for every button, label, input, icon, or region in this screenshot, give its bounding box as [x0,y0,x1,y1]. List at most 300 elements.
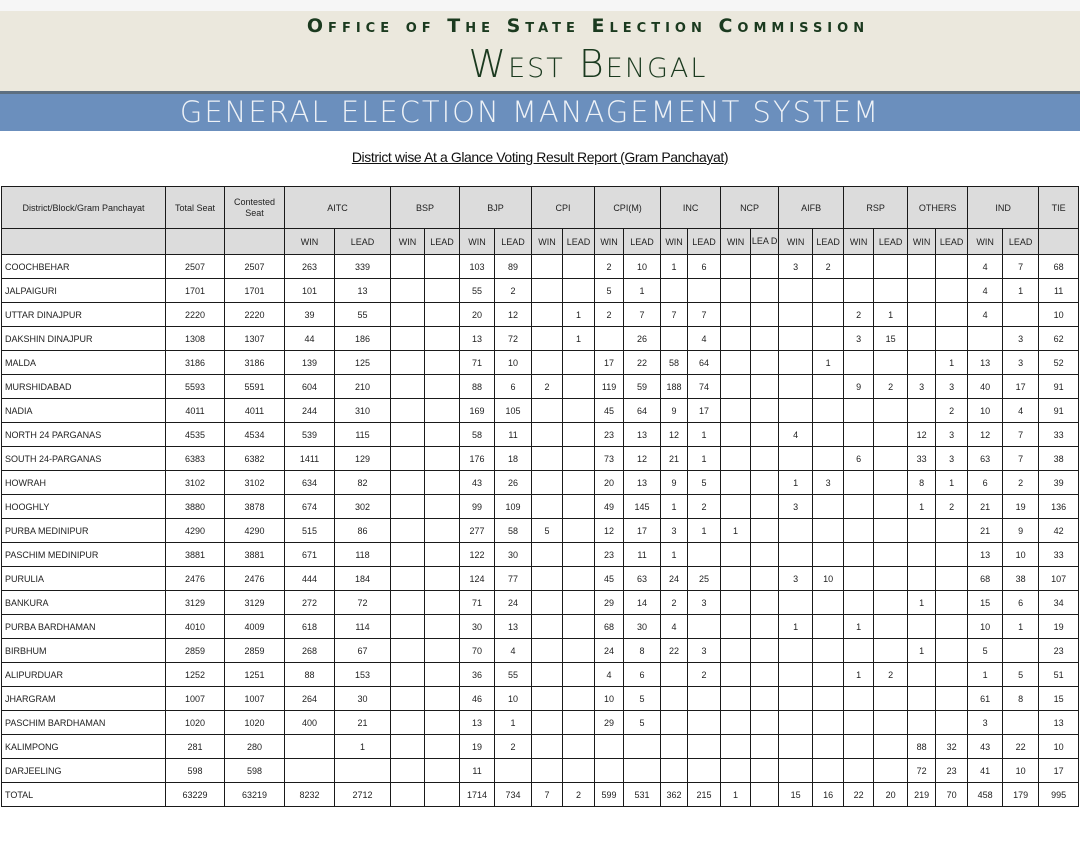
table-cell: 5 [968,639,1003,663]
table-cell: 3129 [166,591,225,615]
table-cell: 19 [460,735,495,759]
table-cell: 55 [460,279,495,303]
table-cell [874,711,908,735]
table-cell [563,423,595,447]
table-cell [425,591,460,615]
table-cell: 9 [844,375,874,399]
table-cell: 115 [335,423,391,447]
table-cell: 1 [874,303,908,327]
table-cell [908,255,936,279]
table-cell: 4 [779,423,813,447]
col-lead: LEAD [1003,229,1039,255]
table-cell: 72 [335,591,391,615]
table-cell: 169 [460,399,495,423]
table-cell [751,663,779,687]
table-cell: 21 [661,447,688,471]
table-cell [721,711,751,735]
table-cell [751,495,779,519]
table-cell: 339 [335,255,391,279]
table-cell [779,543,813,567]
table-cell: 2 [813,255,844,279]
table-cell [391,783,425,807]
table-cell: 6 [968,471,1003,495]
col-party-aifb: AIFB [779,187,844,229]
table-row [2,567,1079,591]
table-cell: 45 [595,567,624,591]
table-cell: 13 [1039,711,1079,735]
table-cell [721,735,751,759]
table-cell: 1 [936,351,968,375]
table-cell: 125 [335,351,391,375]
table-cell [751,759,779,783]
table-cell: 63 [968,447,1003,471]
table-cell: 2712 [335,783,391,807]
table-cell [532,255,563,279]
table-cell: 15 [874,327,908,351]
table-cell [532,615,563,639]
table-cell: 19 [1003,495,1039,519]
table-cell: 7 [1003,447,1039,471]
table-cell: 1 [688,447,721,471]
top-margin [0,0,1080,11]
col-lead: LEAD [563,229,595,255]
table-cell: 10 [1039,303,1079,327]
table-cell [844,495,874,519]
table-cell: 1701 [225,279,285,303]
table-cell: 61 [968,687,1003,711]
table-cell [624,759,661,783]
table-cell [661,279,688,303]
col-party-rsp: RSP [844,187,908,229]
table-cell: 400 [285,711,335,735]
table-cell: 2476 [225,567,285,591]
table-cell: 3 [1003,327,1039,351]
table-cell [813,615,844,639]
table-cell [813,279,844,303]
col-lead: LEAD [425,229,460,255]
table-cell: 10 [813,567,844,591]
table-cell: 179 [1003,783,1039,807]
col-win: WIN [285,229,335,255]
table-cell [391,591,425,615]
table-cell [936,591,968,615]
table-cell [563,351,595,375]
table-cell: 5 [532,519,563,543]
table-cell [391,519,425,543]
table-cell [425,783,460,807]
district-name: KALIMPONG [2,735,166,759]
table-cell [779,327,813,351]
table-cell [391,399,425,423]
table-cell: 3129 [225,591,285,615]
table-cell [874,759,908,783]
blank-header [1039,229,1079,255]
table-row [2,399,1079,423]
table-cell: 13 [968,351,1003,375]
table-row [2,327,1079,351]
table-cell: 11 [624,543,661,567]
table-cell: 1 [844,615,874,639]
table-cell: 634 [285,471,335,495]
table-cell: 2 [844,303,874,327]
table-row [2,495,1079,519]
table-cell [844,519,874,543]
table-cell [425,303,460,327]
table-cell: 41 [968,759,1003,783]
table-cell [391,687,425,711]
table-cell: 4535 [166,423,225,447]
table-cell [532,759,563,783]
table-cell: 6 [1003,591,1039,615]
table-row [2,759,1079,783]
table-cell: 5 [1003,663,1039,687]
table-cell: 73 [595,447,624,471]
table-cell [563,495,595,519]
table-cell: 2859 [166,639,225,663]
table-cell: 1 [563,303,595,327]
col-win: WIN [844,229,874,255]
table-cell: 2 [595,303,624,327]
table-cell [813,543,844,567]
table-cell: 599 [595,783,624,807]
table-cell: 10 [595,687,624,711]
table-cell [751,735,779,759]
district-name: PASCHIM BARDHAMAN [2,711,166,735]
table-cell: 30 [624,615,661,639]
table-cell [751,519,779,543]
table-cell [779,663,813,687]
table-cell [595,327,624,351]
table-cell [532,687,563,711]
table-cell: 12 [661,423,688,447]
table-cell [813,399,844,423]
table-cell: 184 [335,567,391,591]
table-cell [425,375,460,399]
table-cell: 244 [285,399,335,423]
table-cell: 11 [1039,279,1079,303]
table-cell: 6 [688,255,721,279]
table-cell [425,279,460,303]
table-cell: 1252 [166,663,225,687]
table-cell [532,279,563,303]
col-lead: LEAD [688,229,721,255]
system-title: GENERAL ELECTION MANAGEMENT SYSTEM [0,94,1080,131]
table-cell [532,639,563,663]
table-cell [874,543,908,567]
table-cell: 105 [495,399,532,423]
table-cell [285,735,335,759]
table-cell: 10 [1003,543,1039,567]
col-win: WIN [460,229,495,255]
district-name: PURBA BARDHAMAN [2,615,166,639]
table-cell: 58 [495,519,532,543]
table-cell: 671 [285,543,335,567]
table-cell: 1 [844,663,874,687]
table-row [2,519,1079,543]
table-cell [391,447,425,471]
table-cell [908,687,936,711]
table-cell: 215 [688,783,721,807]
table-cell: 1 [335,735,391,759]
table-cell: 10 [495,351,532,375]
table-cell: 49 [595,495,624,519]
table-cell: 531 [624,783,661,807]
table-cell: 68 [1039,255,1079,279]
table-cell: 272 [285,591,335,615]
table-cell [751,543,779,567]
table-cell [425,495,460,519]
table-cell [936,279,968,303]
table-cell [563,735,595,759]
table-cell: 13 [335,279,391,303]
table-cell: 8232 [285,783,335,807]
table-cell: 29 [595,711,624,735]
header-row-parties [2,187,1079,229]
table-cell [391,351,425,375]
table-cell: 3186 [166,351,225,375]
table-cell [779,279,813,303]
table-cell: 4 [595,663,624,687]
table-cell [908,543,936,567]
table-cell [908,519,936,543]
table-cell [813,711,844,735]
table-cell: 10 [624,255,661,279]
table-cell: 1308 [166,327,225,351]
table-cell: 362 [661,783,688,807]
table-cell: 72 [495,327,532,351]
table-cell: 145 [624,495,661,519]
table-row [2,255,1079,279]
table-cell: 4009 [225,615,285,639]
table-cell: 1 [908,639,936,663]
table-cell [813,303,844,327]
table-cell: 29 [595,591,624,615]
table-cell: 1 [1003,279,1039,303]
table-cell [844,423,874,447]
table-cell: 88 [908,735,936,759]
table-cell: 6 [495,375,532,399]
table-cell [688,759,721,783]
table-cell: 1 [688,519,721,543]
district-name: JHARGRAM [2,687,166,711]
table-cell [936,711,968,735]
table-cell: 15 [968,591,1003,615]
table-cell: 15 [779,783,813,807]
table-cell: 734 [495,783,532,807]
table-cell: 42 [1039,519,1079,543]
table-cell: 2476 [166,567,225,591]
table-cell [751,687,779,711]
district-name: SOUTH 24-PARGANAS [2,447,166,471]
table-cell [285,759,335,783]
table-cell: 59 [624,375,661,399]
table-cell: 26 [624,327,661,351]
table-cell: 1 [624,279,661,303]
table-cell [844,399,874,423]
table-cell: 3 [1003,351,1039,375]
table-cell [779,375,813,399]
table-cell [908,615,936,639]
table-cell: 88 [460,375,495,399]
table-cell [813,327,844,351]
table-row [2,375,1079,399]
table-cell [779,303,813,327]
table-cell: 5591 [225,375,285,399]
table-cell: 38 [1039,447,1079,471]
table-cell: 30 [495,543,532,567]
col-lead: LEAD [813,229,844,255]
table-cell: 23 [595,423,624,447]
table-cell: 5593 [166,375,225,399]
table-cell [721,567,751,591]
table-cell: 70 [936,783,968,807]
table-cell [813,519,844,543]
table-cell [661,759,688,783]
table-cell [721,375,751,399]
table-cell [874,399,908,423]
table-cell: 6 [624,663,661,687]
table-cell: 99 [460,495,495,519]
col-lead: LEAD [624,229,661,255]
district-name: DAKSHIN DINAJPUR [2,327,166,351]
table-cell: 10 [968,399,1003,423]
table-cell: 17 [1039,759,1079,783]
table-cell [844,471,874,495]
table-cell: 1 [661,495,688,519]
table-cell [391,543,425,567]
table-cell [874,735,908,759]
table-cell: 12 [624,447,661,471]
table-cell [813,495,844,519]
col-lead: LEAD [936,229,968,255]
table-cell [425,447,460,471]
district-name: NADIA [2,399,166,423]
table-cell [751,399,779,423]
table-cell [751,375,779,399]
table-cell: 1 [688,423,721,447]
table-cell: 5 [624,711,661,735]
table-cell: 2 [688,663,721,687]
table-cell: 268 [285,639,335,663]
table-cell: 13 [624,423,661,447]
blank-header [225,229,285,255]
table-cell [532,471,563,495]
table-cell: 40 [968,375,1003,399]
table-cell [813,687,844,711]
table-cell: 1701 [166,279,225,303]
col-total-seat: Total Seat [166,187,225,229]
table-cell: 1 [908,495,936,519]
table-cell: 3102 [166,471,225,495]
table-cell: 33 [908,447,936,471]
office-title: Office of The State Election Commission [306,15,870,37]
table-cell [1003,711,1039,735]
table-cell: 310 [335,399,391,423]
table-cell [425,687,460,711]
table-cell [813,639,844,663]
table-cell: 21 [335,711,391,735]
table-cell: 11 [460,759,495,783]
table-cell: 1020 [225,711,285,735]
table-cell: 4010 [166,615,225,639]
table-cell [425,399,460,423]
table-cell: 1 [661,255,688,279]
table-cell [813,375,844,399]
table-cell [874,495,908,519]
table-row [2,663,1079,687]
table-cell [391,423,425,447]
table-cell: 1007 [166,687,225,711]
table-cell: 10 [1039,735,1079,759]
table-cell: 4 [968,255,1003,279]
table-cell: 2 [874,663,908,687]
table-cell: 4534 [225,423,285,447]
table-cell [661,327,688,351]
table-cell [425,615,460,639]
table-cell: 11 [495,423,532,447]
table-cell [563,543,595,567]
table-cell: 34 [1039,591,1079,615]
table-cell: 14 [624,591,661,615]
table-cell: 3102 [225,471,285,495]
table-cell: 1 [813,351,844,375]
table-cell [391,639,425,663]
table-cell [721,303,751,327]
blank-header [2,229,166,255]
table-cell: 598 [166,759,225,783]
table-cell [532,711,563,735]
table-cell [751,711,779,735]
table-cell: 24 [495,591,532,615]
table-cell: 2 [595,255,624,279]
table-cell: 515 [285,519,335,543]
table-cell [391,759,425,783]
table-cell [874,279,908,303]
table-cell: 210 [335,375,391,399]
table-cell: 88 [285,663,335,687]
table-cell [874,471,908,495]
table-cell [721,423,751,447]
table-cell [532,447,563,471]
table-cell [688,615,721,639]
table-cell: 2 [688,495,721,519]
table-cell: 12 [908,423,936,447]
table-cell [813,447,844,471]
table-cell: 604 [285,375,335,399]
table-cell [874,255,908,279]
col-win: WIN [661,229,688,255]
table-cell: 3 [688,591,721,615]
table-cell: 39 [285,303,335,327]
table-cell: 22 [1003,735,1039,759]
table-cell: 8 [624,639,661,663]
table-cell [721,471,751,495]
table-row [2,447,1079,471]
table-cell [779,447,813,471]
district-name: BIRBHUM [2,639,166,663]
table-cell [813,423,844,447]
table-cell [721,255,751,279]
table-cell: 3878 [225,495,285,519]
table-cell: 8 [908,471,936,495]
table-cell [391,735,425,759]
table-cell [721,447,751,471]
table-cell [874,591,908,615]
header-row-win-lead [2,229,1079,255]
table-cell [661,663,688,687]
table-cell [751,327,779,351]
table-cell [532,351,563,375]
